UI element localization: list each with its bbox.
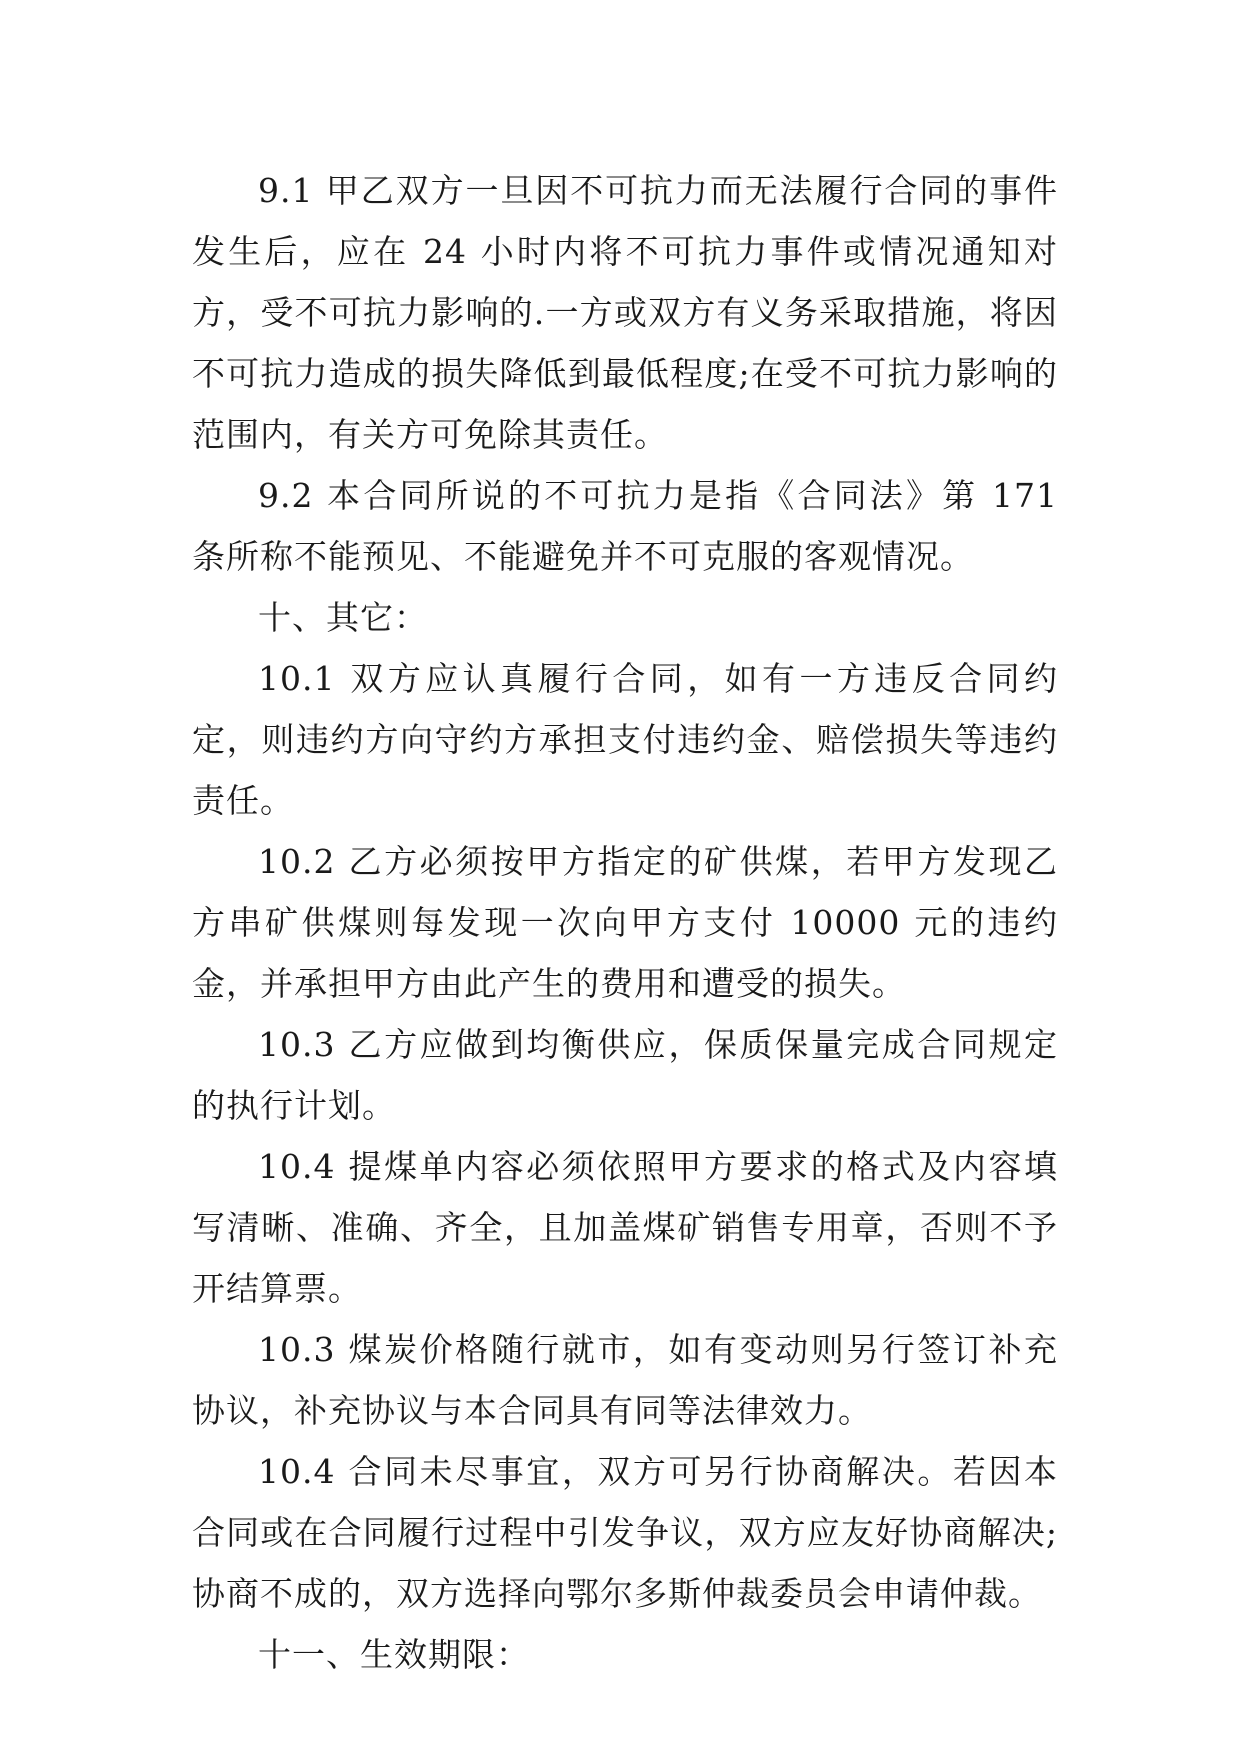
- paragraph-10-3-price: 10.3 煤炭价格随行就市，如有变动则另行签订补充协议，补充协议与本合同具有同等法律效力。: [192, 1330, 1058, 1430]
- document-body: [192, 160, 1058, 1685]
- paragraph-9-1: 9.1 甲乙双方一旦因不可抗力而无法履行合同的事件发生后，应在 24 小时内将不可抗力事件或情况通知对方，受不可抗力影响的.一方或双方有义务采取措施，将因不可抗力造成的损失降低到最低程度;在受不可抗力影响的范围内，有关方可免除其责任。: [192, 171, 1058, 454]
- paragraph-10-4: 10.4 提煤单内容必须依照甲方要求的格式及内容填写清晰、准确、齐全，且加盖煤矿销售专用章，否则不予开结算票。: [192, 1147, 1058, 1308]
- paragraph-10-1: 10.1 双方应认真履行合同，如有一方违反合同约定，则违约方向守约方承担支付违约金、赔偿损失等违约责任。: [192, 659, 1058, 820]
- paragraph-10-2: 10.2 乙方必须按甲方指定的矿供煤，若甲方发现乙方串矿供煤则每发现一次向甲方支付 10000 元的违约金，并承担甲方由此产生的费用和遭受的损失。: [192, 842, 1058, 1003]
- paragraph-10-4-dispute: 10.4 合同未尽事宜，双方可另行协商解决。若因本合同或在合同履行过程中引发争议，双方应友好协商解决;协商不成的，双方选择向鄂尔多斯仲裁委员会申请仲裁。: [192, 1452, 1058, 1613]
- paragraph-10-3: 10.3 乙方应做到均衡供应，保质保量完成合同规定的执行计划。: [192, 1025, 1058, 1125]
- section-heading-effective-period: 十一、生效期限：: [258, 1635, 530, 1674]
- paragraph-9-2: 9.2 本合同所说的不可抗力是指《合同法》第 171 条所称不能预见、不能避免并不可克服的客观情况。: [192, 476, 1058, 576]
- section-heading-other: 十、其它：: [258, 598, 428, 637]
